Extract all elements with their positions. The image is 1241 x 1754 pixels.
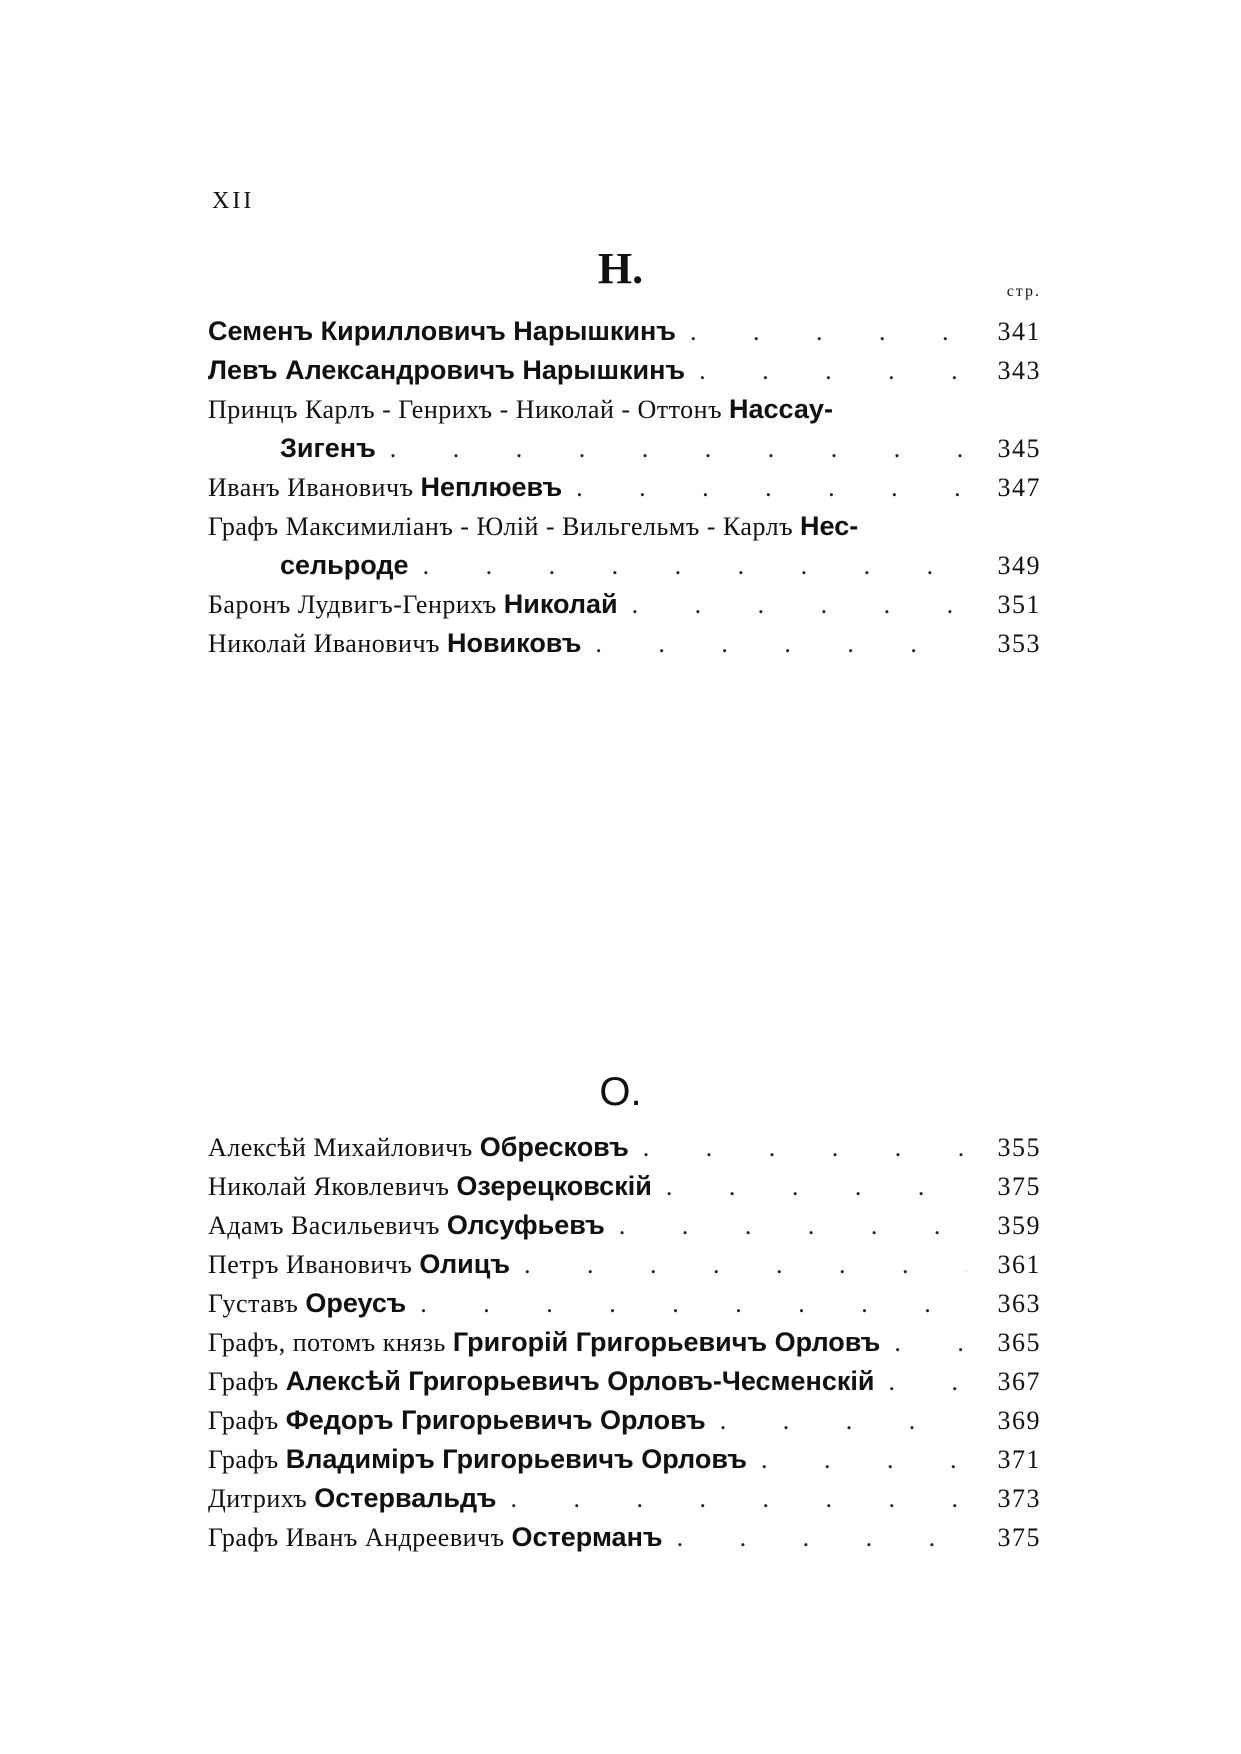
- dot-leader: [690, 312, 967, 351]
- entry-surname: Алексѣй Григорьевичъ Орловъ-Чесменскій: [285, 1366, 875, 1396]
- toc-entry: [208, 624, 1041, 663]
- entry-name: [208, 312, 676, 351]
- dot-leader: [761, 1440, 967, 1479]
- dot-leader: [524, 1245, 967, 1284]
- entry-name: [208, 351, 685, 390]
- entry-page: 345: [997, 434, 1041, 463]
- entry-name: [208, 1284, 406, 1323]
- toc-entry: [208, 468, 1041, 507]
- dot-leader: [619, 1206, 967, 1245]
- dot-leader: [720, 1401, 967, 1440]
- entry-prefix: Петръ Ивановичъ: [208, 1250, 413, 1279]
- entry-page: 341: [997, 317, 1041, 346]
- entry-page: 343: [997, 356, 1041, 385]
- entry-surname: Олицъ: [419, 1249, 511, 1279]
- entry-prefix: Николай Яковлевичъ: [208, 1172, 450, 1201]
- entry-surname: сельроде: [280, 550, 409, 580]
- entry-prefix: Принцъ Карлъ - Генрихъ - Николай - Оттонъ: [208, 395, 723, 424]
- entry-page: 361: [997, 1250, 1041, 1279]
- entry-name: [208, 390, 833, 429]
- dot-leader: [677, 1518, 967, 1557]
- entry-prefix: Густавъ: [208, 1289, 299, 1318]
- entry-name: [280, 546, 409, 585]
- entry-prefix: Алексѣй Михайловичъ: [208, 1133, 473, 1162]
- entry-name: [208, 1206, 605, 1245]
- entry-prefix: Графъ Иванъ Андреевичъ: [208, 1523, 505, 1552]
- entry-surname: Левъ Александровичъ Нарышкинъ: [208, 355, 686, 385]
- entry-name: [208, 1323, 880, 1362]
- entry-page: 359: [997, 1211, 1041, 1240]
- dot-leader: [390, 429, 967, 468]
- entry-surname: Остервальдъ: [314, 1483, 497, 1513]
- entry-surname: Нассау-: [729, 394, 833, 424]
- entry-name: [208, 1167, 652, 1206]
- dot-leader: [595, 624, 967, 663]
- entry-surname: Остерманъ: [511, 1522, 663, 1552]
- entry-page: 353: [997, 629, 1041, 658]
- entry-page: 375: [997, 1172, 1041, 1201]
- toc-entry: [208, 1323, 1041, 1362]
- entry-page: 373: [997, 1484, 1041, 1513]
- entry-page: 369: [997, 1406, 1041, 1435]
- toc-entry: [208, 351, 1041, 390]
- toc-entry: [208, 1518, 1041, 1557]
- entry-page: 371: [997, 1445, 1041, 1474]
- entry-name: [208, 1245, 510, 1284]
- toc-entry: [208, 1128, 1041, 1167]
- toc-entry: [208, 1245, 1041, 1284]
- entry-surname: Нес-: [800, 511, 859, 541]
- entry-name: [208, 1440, 747, 1479]
- entry-surname: Олсуфьевъ: [446, 1210, 605, 1240]
- entry-surname: Зигенъ: [280, 433, 376, 463]
- entry-prefix: Дитрихъ: [208, 1484, 308, 1513]
- dot-leader: [632, 585, 967, 624]
- entry-name: [208, 1479, 496, 1518]
- entry-prefix: Николай Ивановичъ: [208, 629, 440, 658]
- toc-entry: [208, 1401, 1041, 1440]
- entry-page: 375: [997, 1523, 1041, 1552]
- page-column-header: стр.: [1006, 283, 1041, 300]
- entry-prefix: Адамъ Васильевичъ: [208, 1211, 440, 1240]
- toc-entry-continuation: [208, 429, 1041, 468]
- dot-leader: [423, 546, 967, 585]
- entry-prefix: Графъ, потомъ князь: [208, 1328, 446, 1357]
- entry-name: [208, 507, 858, 546]
- dot-leader: [666, 1167, 967, 1206]
- toc-entry: [208, 1284, 1041, 1323]
- toc-section-n: [208, 312, 1041, 663]
- entry-name: [208, 1128, 629, 1167]
- entry-page: 367: [997, 1367, 1041, 1396]
- toc-entry: [208, 1206, 1041, 1245]
- entry-name: [208, 468, 562, 507]
- entry-prefix: Баронъ Лудвигъ-Генрихъ: [208, 590, 497, 619]
- dot-leader: [643, 1128, 967, 1167]
- entry-surname: Николай: [503, 589, 618, 619]
- entry-page: 363: [997, 1289, 1041, 1318]
- entry-page: 349: [997, 551, 1041, 580]
- entry-page: 351: [997, 590, 1041, 619]
- toc-entry: [208, 390, 1041, 429]
- section-letter-n: Н.: [597, 244, 644, 293]
- toc-entry-continuation: [208, 546, 1041, 585]
- dot-leader: [889, 1362, 968, 1401]
- dot-leader: [510, 1479, 967, 1518]
- entry-surname: Ореусъ: [305, 1288, 407, 1318]
- entry-prefix: Графъ Максимиліанъ - Юлій - Вильгельмъ - Карлъ: [208, 512, 794, 541]
- entry-name: [208, 1518, 663, 1557]
- toc-entry: [208, 312, 1041, 351]
- entry-page: 355: [997, 1133, 1041, 1162]
- entry-surname: Владиміръ Григорьевичъ Орловъ: [285, 1444, 747, 1474]
- entry-prefix: Графъ: [208, 1367, 279, 1396]
- entry-page: 347: [997, 473, 1041, 502]
- entry-page: 365: [997, 1328, 1041, 1357]
- section-letter-o: О.: [599, 1070, 642, 1114]
- entry-name: [208, 585, 618, 624]
- dot-leader: [420, 1284, 967, 1323]
- dot-leader: [699, 351, 967, 390]
- entry-prefix: Графъ: [208, 1445, 279, 1474]
- toc-entry: [208, 1479, 1041, 1518]
- entry-name: [208, 1362, 875, 1401]
- entry-surname: Григорій Григорьевичъ Орловъ: [452, 1327, 881, 1357]
- entry-surname: Обресковъ: [479, 1132, 629, 1162]
- toc-entry: [208, 1440, 1041, 1479]
- entry-surname: Неплюевъ: [420, 472, 563, 502]
- dot-leader: [576, 468, 967, 507]
- entry-surname: Семенъ Кирилловичъ Нарышкинъ: [208, 316, 676, 346]
- toc-entry: [208, 507, 1041, 546]
- entry-prefix: Иванъ Ивановичъ: [208, 473, 414, 502]
- entry-surname: Озерецковскій: [456, 1171, 652, 1201]
- entry-name: [208, 624, 581, 663]
- toc-entry: [208, 1167, 1041, 1206]
- entry-surname: Федоръ Григорьевичъ Орловъ: [285, 1405, 706, 1435]
- toc-entry: [208, 1362, 1041, 1401]
- toc-entry: [208, 585, 1041, 624]
- toc-section-o: [208, 1128, 1041, 1557]
- page-number: XII: [212, 188, 255, 214]
- entry-prefix: Графъ: [208, 1406, 279, 1435]
- dot-leader: [894, 1323, 967, 1362]
- entry-name: [208, 1401, 706, 1440]
- entry-name: [280, 429, 376, 468]
- entry-surname: Новиковъ: [446, 628, 582, 658]
